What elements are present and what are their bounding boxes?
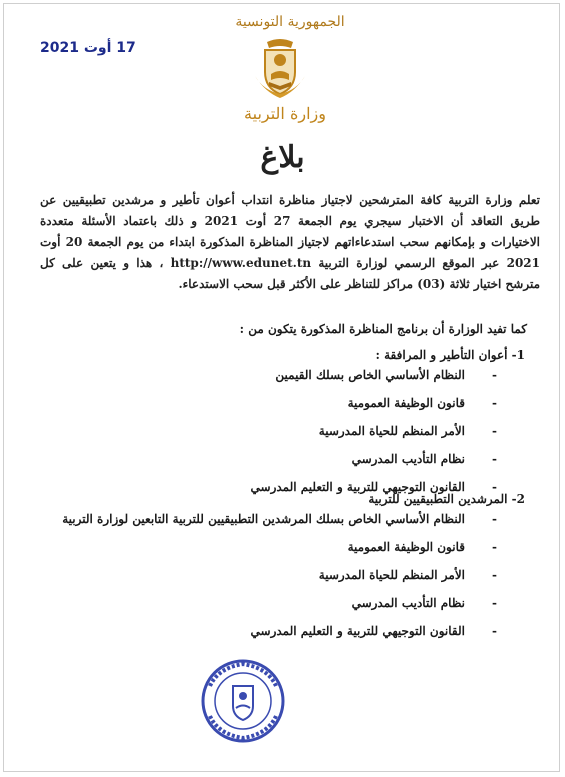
bullet-dash: -: [492, 624, 497, 638]
list-item: [45, 512, 525, 528]
section-heading: 1- أعوان التأطير و المرافقة :: [375, 348, 525, 362]
list-item: [45, 452, 525, 468]
list-item-text: نظام التأديب المدرسي: [351, 596, 465, 610]
bullet-dash: -: [492, 396, 497, 410]
list-item: [45, 596, 525, 612]
section-heading: 2- المرشدين التطبيقيين للتربية: [368, 492, 525, 506]
bullet-dash: -: [492, 596, 497, 610]
topic-list: [45, 512, 525, 640]
bullet-dash: -: [492, 452, 497, 466]
bullet-dash: -: [492, 368, 497, 382]
list-item: [45, 396, 525, 412]
bullet-dash: -: [492, 424, 497, 438]
list-item-text: القانون التوجيهي للتربية و التعليم المدرسي: [250, 624, 465, 638]
republic-header: الجمهورية التونسية: [235, 14, 345, 30]
program-intro: كما تفيد الوزارة أن برنامج المناظرة المذكورة يتكون من :: [239, 322, 527, 336]
tunisia-emblem-icon: [245, 36, 315, 100]
page-title: بلاغ: [260, 140, 305, 175]
list-item-text: قانون الوظيفة العمومية: [347, 540, 465, 554]
list-item: [45, 540, 525, 556]
list-item-text: الأمر المنظم للحياة المدرسية: [318, 424, 465, 438]
list-item-text: الأمر المنظم للحياة المدرسية: [318, 568, 465, 582]
topic-list: [45, 368, 525, 496]
announcement-paragraph: تعلم وزارة التربية كافة المترشحين لاجتياز مناظرة انتداب أعوان تأطير و مرشدين تطبيقيين عن طريق التعاقد أن الاختبار سيجري يوم الجمعة 27 أوت 2021 و ذلك باعتماد الأسئلة متعددة الاختيارات و بإمكانهم سحب استدعاءاتهم لاجتياز المناظرة المذكورة ابتداء من يوم الجمعة 20 أوت 2021 عبر الموقع الرسمي لوزارة التربية http://www.edunet.tn ، هذا و يتعين على كل مترشح اختيار ثلاثة (03) مراكز للتناظر على الأكثر قبل سحب الاستدعاء.: [40, 193, 541, 291]
document-date: 17 أوت 2021: [40, 40, 136, 56]
section-practical-guides: [45, 492, 525, 652]
bullet-dash: -: [492, 540, 497, 554]
bullet-dash: -: [492, 568, 497, 582]
list-item-text: القانون التوجيهي للتربية و التعليم المدرسي: [250, 480, 465, 494]
list-item-text: النظام الأساسي الخاص بسلك القيمين: [275, 368, 465, 382]
list-item: [45, 368, 525, 384]
list-item: [45, 568, 525, 584]
list-item: [45, 624, 525, 640]
section-supervision-agents: [45, 348, 525, 508]
list-item-text: قانون الوظيفة العمومية: [347, 396, 465, 410]
list-item: [45, 424, 525, 440]
ministry-name: وزارة التربية: [244, 104, 326, 123]
bullet-dash: -: [492, 480, 497, 494]
official-stamp-icon: [198, 656, 288, 746]
bullet-dash: -: [492, 512, 497, 526]
list-item-text: النظام الأساسي الخاص بسلك المرشدين التطبيقيين للتربية التابعين لوزارة التربية: [62, 512, 465, 526]
list-item-text: نظام التأديب المدرسي: [351, 452, 465, 466]
